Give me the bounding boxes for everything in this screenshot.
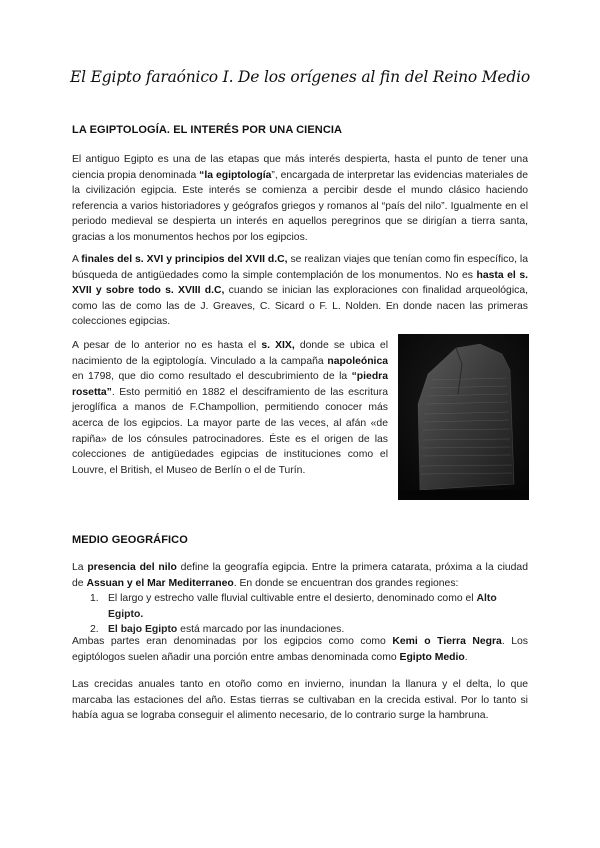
- paragraph-nacimiento: [72, 338, 388, 478]
- text-run: .: [464, 651, 468, 663]
- section-heading-medio-geografico: MEDIO GEOGRÁFICO: [72, 534, 188, 546]
- bold-run: “la egiptología: [199, 169, 272, 181]
- list-number: 1.: [90, 593, 99, 604]
- text-run: La: [72, 562, 88, 573]
- document-title: El Egipto faraónico I. De los orígenes al fin del Reino Medio: [70, 68, 530, 86]
- rosetta-stone-illustration: [398, 334, 529, 500]
- list-text: [108, 591, 528, 622]
- text-run: donde se ubica el nacimiento de la egiptología. Vinculado a la campaña: [72, 340, 388, 367]
- text-run: cuando se inician las exploraciones con finalidad arqueológica, como las de como las de J. Greaves, C. Sicard o F. L. Nolden. En donde nacen las primeras colecciones egipcias.: [72, 285, 528, 328]
- bold-run: Egipto Medio: [399, 651, 465, 663]
- bold-run: presencia del nilo: [87, 562, 177, 573]
- bold-run: Kemi o Tierra Negra: [392, 636, 502, 647]
- text-run: A: [72, 254, 82, 265]
- rosetta-stone-image: [398, 334, 529, 500]
- bold-run: finales del s. XVI y principios del XVII d.C,: [81, 254, 288, 265]
- bold-run: napoleónica: [327, 355, 388, 367]
- paragraph-presencia-nilo: [72, 560, 528, 591]
- bold-run: s. XIX,: [261, 340, 295, 351]
- text-run: ”, encargada de interpretar las evidencias materiales de la civilización egipcia. Este interés se comienza a percibir desde el mundo clásico haciendo referencia a varios historiadores y geógrafos griegos y romanos al “país del nilo”. Igualmente en el periodo medieval se despierta un interés en aquellos peregrinos que se dirigían a tierra santa, gracias a los monumentos hechos por los egipcios.: [72, 169, 528, 243]
- bold-run: Alto Egipto.: [108, 593, 497, 620]
- text-run: en 1798, que dio como resultado el descubrimiento de la: [72, 371, 352, 383]
- paragraph-viajes: [72, 252, 528, 330]
- text-run: se realizan viajes que tenían como fin específico, la búsqueda de antigüedades como la simple contemplación de los monumentos. No es: [72, 254, 529, 281]
- paragraph-intro: [72, 152, 528, 246]
- bold-run: hasta el s. XVII y sobre todo s. XVIII d.C,: [72, 269, 528, 297]
- text-run: A pesar de lo anterior no es hasta el: [72, 340, 262, 351]
- text-run: . Esto permitió en 1882 el desciframiento de las escritura jeroglífica a manos de F.Champollion, permitiendo conocer más acerca de los egipcios. La mayor parte de las veces, al afán «de rapiña» de los cónsules patrocinadores. Éste es el origen de las colecciones de antigüedades egipcias de instituciones como el Louvre, el British, el Museo de Berlín o el de Turín.: [72, 386, 388, 476]
- text-run: El antiguo Egipto es una de las etapas que más interés despierta, hasta el punto de tener una ciencia propia denominada: [72, 154, 528, 181]
- section-heading-egiptologia: LA EGIPTOLOGÍA. EL INTERÉS POR UNA CIENCIA: [72, 124, 343, 136]
- text-run: . En donde se encuentran dos grandes regiones:: [233, 577, 459, 589]
- text-run: está marcado por las inundaciones.: [177, 624, 345, 635]
- text-run: . Los egiptólogos suelen añadir una porción entre ambas denominada como: [72, 636, 529, 663]
- list-number: 2.: [90, 624, 99, 635]
- bold-run: El bajo Egipto: [108, 624, 178, 635]
- bold-run: “piedra rosetta”: [72, 371, 388, 398]
- text-run: Ambas partes eran denominadas por los egipcios como como: [72, 636, 393, 647]
- text-run: define la geografía egipcia. Entre la primera catarata, próxima a la ciudad de: [72, 562, 528, 589]
- bold-run: Assuan y el Mar Mediterraneo: [86, 577, 234, 589]
- paragraph-crecidas: Las crecidas anuales tanto en otoño como en invierno, inundan la llanura y el delta, lo que marcaba las estaciones del año. Estas tierras se cultivaban en la crecida estival. Por lo tanto si había agua se lograba conseguir el alimento necesario, de lo contrario surge la hambruna.: [72, 679, 528, 722]
- text-run: El largo y estrecho valle fluvial cultivable entre el desierto, denominado como el: [108, 593, 477, 604]
- paragraph-kemi: [72, 634, 528, 665]
